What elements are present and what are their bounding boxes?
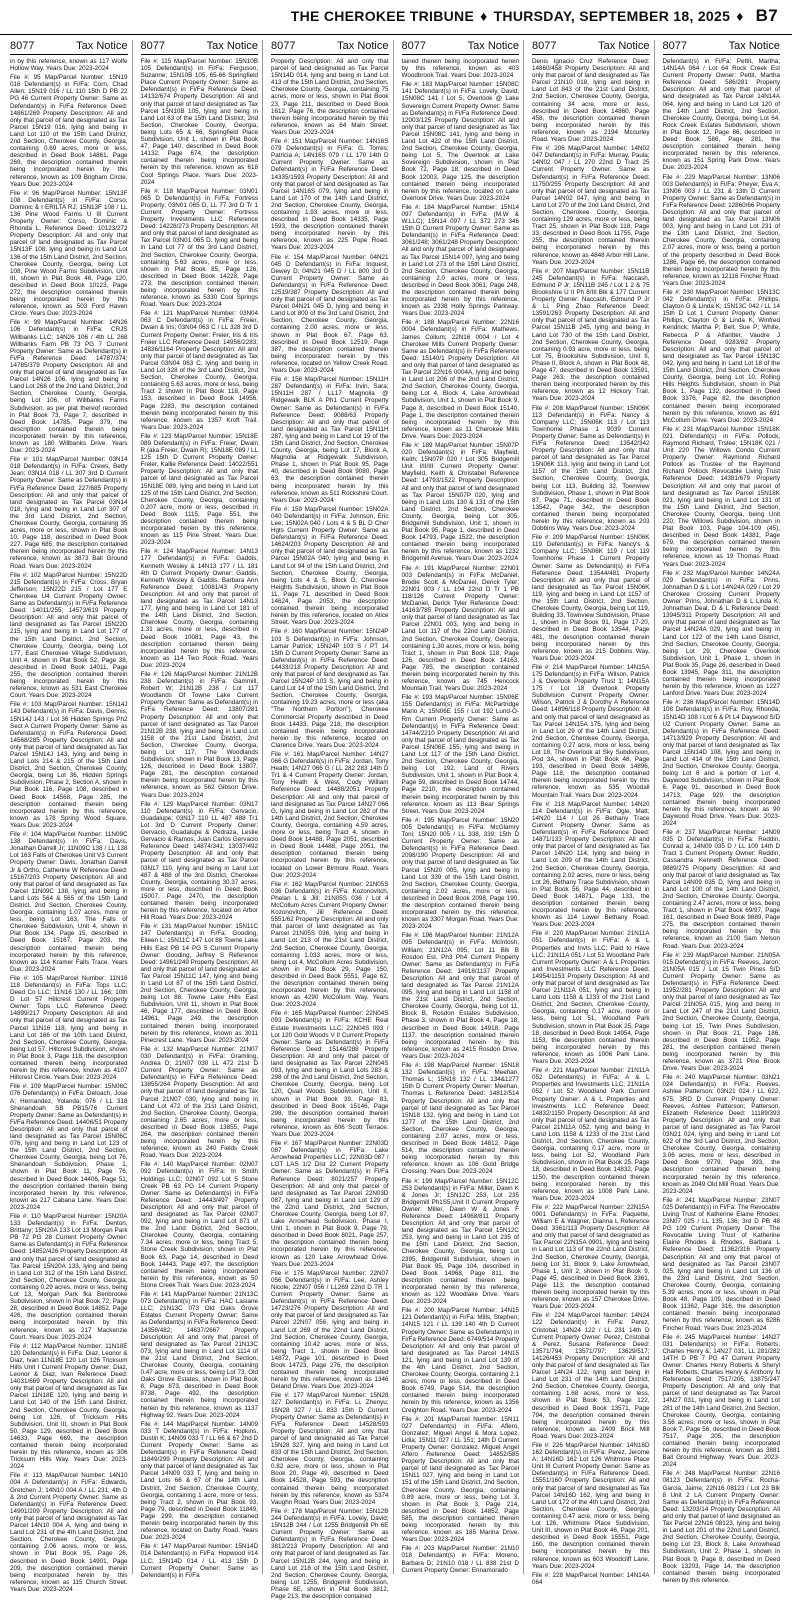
class-number: 8077 (401, 40, 426, 52)
tax-notice-entry: File #: 222 Map/Parcel Number: 22N15A 0901 Defendant(s) in Fi/Fa: Paquette, William E & Wagner, Dianna L Reference Deed: 3361/113 Property Description: All and only that parcel of land designated as Tax Parcel 22N15A 0901, lying and being in Land Lot 113 of the 22nd Land District, 2nd Section, Cherokee County, Georgia, being Lot 31, Block 9, Lake Arrowhead, Phase 1, Unit 2, shown in Plat Book 9, Page 45, described in Deed Book 3361, Page 113, the description contained therein being incorporated herein by this reference, known as 157 Cherokee Drive. Years Due: 2023-2024 (532, 1203, 650, 1311)
tax-notice-entry: File #: 188 Map/Parcel Number: 22N16 0004 Defendant(s) in Fi/Fa: Mathews, James Collum; 22N16 0004 / Lot 4 Cherokee Mills Current Property Owner: Same as Defendant(s) in Fi/Fa Reference Deed: 15140/1 Property Description: All and only that parcel of land designated as Tax Parcel 22N16 0004A, lying and being in Land Lot 206 of the 2nd Land District, 2nd Section, Cherokee County, Georgia, being Lot 4, Block 4, Lake Arrowhead Subdivision, Unit 1, shown in Plat Book 9, Page 8, described in Deed Book 15140, Page 1, the description contained therein being incorporated herein by this reference, known as 11 Cherokee Mills Drive. Years Due: 2023-2024 (401, 319, 519, 440)
tax-notice-entry: File #: 195 Map/Parcel Number: 15N20 005 Defendant(s) in Fi/Fa: McGlamry Toni; 15N20 005 / LL 338, 339; 15th D Current Property Owner: Same as Defendant(s) in Fi/Fa Reference Deed: 2098/190 Property Description: All and only that parcel of land designated as Tax Parcel 15N20 005, lying and being in Land Lot 339 of the 15th Land District, 2nd Section, Cherokee County, Georgia, containing 2.02 acres, more or less, described in Deed Book 2098, Page 190, the description contained therein being incorporated herein by this reference, known as 3307 Morgan Road. Years Due: 2023-2024 (401, 816, 519, 931)
tax-notice-entry: File #: 103 Map/Parcel Number: 15N14J 143 Defendant(s) in Fi/Fa: Davis, Dennis; 15N14J 143 / Lot 36 Hidden Springs Ph2 Sect A Current Property Owner: Same as Defendant(s) in Fi/Fa Reference Deed: 14568/285 Property Description: All and only that parcel of land designated as Tax Parcel 15N14J 143, lying and being in Land Lots 214 & 215 of the 15th Land District, 2nd Section, Cherokee County, Georgia, being Lot 36, Hidden Springs Subdivision, Phase 2, Section A, shown in Plat Book 116, Page 108, described in Deed Book 14568, Page 285, the description contained therein being incorporated herein by this reference, known as 178 Spring Wood Square. Years Due: 2023-2024 (10, 701, 128, 829)
tax-notice-entry: File #: 229 Map/Parcel Number: 13N06 003 Defendant(s) in Fi/Fa: Pheyer, Eva A; 13N06 003 / LL 231 & 13th D Current Property Owner: Same as Defendant(s) in Fi/Fa Reference Deed: 12860/66 Property Description: All and only that parcel of land designated as Tax Parcel 13N06 003, lying and being in Land Lot 231 of the 13th Land District, 2nd Section, Cherokee County, Georgia, containing 2.07 acres, more or less, being a portion of the property described in Deed Book 1286, Page 66, the description contained therein being incorporated herein by this reference, known as 12116 Fincher Road. Years Due: 2023-2024 (662, 173, 780, 287)
notice-column (140, 40, 264, 1579)
tax-notice-entry: File #: 140 Map/Parcel Number: 02N07 092 Defendant(s) in Fi/Fa: In Smith Holdings LLC; 02N07 092 Lot 5 Stone Creek PB 63 PG 14 Current Property Owner: Same as Defendant(s) in Fi/Fa Reference Deed: 14443/497 Property Description: All and only that parcel of land designated as Tax Parcel 02N07 092, lying and being in Land Lot 871 of the 2nd Land District, 2nd Section, Cherokee County, Georgia, containing 7.34 acres, more or less, being Tract 5, Stone Creek Subdivision, shown in Plat Book 63, Page 14, described in Deed Book 14443, Page 497, the description contained therein being incorporated herein by this reference, known as 50 Stone Creek Trail. Years Due: 2023-2024 (140, 1161, 258, 1289)
column-heading (402, 40, 520, 55)
newspaper-name: THE CHEROKEE TRIBUNE (290, 8, 475, 24)
class-number: 8077 (662, 40, 687, 52)
tax-notice-entry: File #: 144 Map/Parcel Number: 14N09 033 T Defendant(s) in Fi/Fa: Hopkins, Dustin K; 14N09 033 T / LL 66 & 67 2nd D Current Property Owner: Same as Defendant(s) in Fi/Fa Reference Deed: 11849/299 Property Description: All and only that parcel of land designated as Tax Parcel 14N09 033 T, lying and being in Land Lots 66 & 67 of the 14th Land District, 2nd Section, Cherokee County, Georgia, containing 1 acre, more or less, being Tract 2, shown in Plat Book 93, Page 79, described in Deed Book 11849, Page 299, the description contained therein being incorporated herein by this reference, located on Darby Road. Years Due: 2023-2024 (140, 1420, 259, 1542)
notice-column (532, 40, 655, 1586)
tax-notice-entry: File #: 193 Map/Parcel Number: 15N06E 155 Defendant(s) in Fi/Fa: McPartridge Mario A; 15N06E 155 / Lot 192 Lund-O-Rm Current Property Owner: Same as Defendant(s) in Fi/Fa Reference Deed: 14744/2210 Property Description: All and only that parcel of land designated as Tax Parcel 15N06E 155, lying and being in Land Lot 117 of the 15th Land District, 2nd Section, Cherokee County, Georgia, being Lot 192, Land of Rivers Subdivision, Unit 1, shown in Plat Book 4, Page 59, described in Deed Book 14744, Page 2210, the description contained therein being incorporated herein by this reference, known as 113 Bear Springs Street. Years Due: 2023-2024 (401, 694, 519, 815)
tax-notice-entry: File #: 224 Map/Parcel Number: 14N24 122 Defendant(s) in Fi/Fa: Perez, Cristobal; 14N24 122 / LL 231 14th D Current Property Owner: Perez, Cristobal & Perez, Susana Reference Deed: 13571/794; 13571/797; 13629/517; 14126/453 Property Description: All and only that parcel of land designated as Tax Parcel 14N24 122, lying and being in Land Lot 231 of the 14th Land District, 2nd Section, Cherokee County, Georgia, containing 1.68 acres, more or less, shown in Plat Book 53, Page 122, described in Deed Book 13571, Page 794, the description contained therein being incorporated herein by this reference, known as 2409 Brick Mill Road. Years Due: 2023-2024 (532, 1312, 650, 1440)
tax-notice-entry: File #: 239 Map/Parcel Number: 21N05A 015 Defendant(s) in Fi/Fa: Reeves, Jaron; 21N05A 015 / Lot 15 Twin Pines S/D Current Property Owner: Same as Defendant(s) in Fi/Fa Reference Deed: 11952/281 Property Description: All and only that parcel of land designated as Tax Parcel 21N05A 015, lying and being in Land Lot 247 of the 21st Land District, 2nd Section, Cherokee County, Georgia, being Lot 15, Twin Pines Subdivision, shown in Plat Book 21, Page 186, described in Deed Book 11952, Page 281, the description contained therein being incorporated herein by this reference, known as 3721 Pine Brook Drive. Years Due: 2023-2024 (662, 951, 780, 1073)
notice-column (10, 40, 133, 1593)
tax-notice-entry: File #: 177 Map/Parcel Number: 15N28 327 Defendant(s) in Fi/Fa: Li, Zhenyu; 15N28 327 / LL 833 15th D Current Property Owner: Same as Defendant(s) in Fi/Fa Reference Deed: 14528/593 Property Description: All and only that parcel of land designated as Tax Parcel 15N28 327, lying and being in Land Lot 833 of the 15th Land District, 2nd Section, Cherokee County, Georgia, containing 0.82 acre, more or less, shown in Plat Book 20, Page 49, described in Deed Book 14528, Page 593, the description contained therein being incorporated herein by this reference, known as 5374 Vaughn Road. Years Due: 2023-2024 (271, 1392, 389, 1506)
tax-notice-entry: File #: 121 Map/Parcel Number: 03N04 063 C Defendant(s) in Fi/Fa: Freier, Dwain & Iris; 03N04 063 C / LL 328 3rd D Current Property Owner: Freier, Iris & Iris Freier LLC Reference Deed: 14956/2283; 14836/1164 Property Description: All and only that parcel of land designated as Tax Parcel 03N04 063 C, lying and being in Land Lot 328 of the 3rd Land District, 2nd Section, Cherokee County, Georgia, containing 5.63 acres, more or less, being Tract 2 shown in Plat Book 118, Page 153, described in Deed Book 14956, Page 2283, the description contained therein being incorporated herein by this reference, known as 1357 Kroft Trail. Years Due: 2023-2024 (140, 310, 258, 431)
tax-notice-entry: tained therein being incorporated herein by this reference, known as 403 Woodbrook Trail. Years Due: 2023-2024 (401, 58, 519, 80)
masthead-separator: ♦ (480, 8, 488, 24)
tax-notice-entry: File #: 231 Map/Parcel Number: 15N18K 021 Defendant(s) in Fi/Fa: Pollock, Raymond Richard, Trstee; 15N18K 021 / Unit 220 The Willows Condo Current Property Owner: Raymond Richard Pollock as Trustee of the Raymond Richard Pollock Revocable Living Trust Reference Deed: 14381/679 Property Description: All and only that parcel of land designated as Tax Parcel 15N18K 021, lying and being in Land Lot 131 of the 15th Land District, 2nd Section, Cherokee County, Georgia, being Unit 220, The Willows Subdivision, shown in Plat Book 103, Page 104-109 (45), described in Deed Book 14381, Page 679, the description contained therein being incorporated herein by this reference, known as 19 Thomas Road. Years Due: 2023-2024 (662, 425, 780, 568)
tax-notice-entry: File #: 232 Map/Parcel Number: 14N24A 029 Defendant(s) in Fi/Fa: Prins, Johnathan D & L Lot 14N24A 029 / Lot 29 Cherokee Crossing Current Property Owner: Prins, Johnathan D & L Linda K; Johnathan Deal, D & L Reference Deed: 13945/311 Property Description: All and only that parcel of land designated as Tax Parcel 14N24A 029, lying and being in Land Lot 122 of the 14th Land District, 2nd Section, Cherokee County, Georgia, being Lot 29, Cherokee Overlook Subdivision, Unit 1, Phase 1, shown in Plat Book 35, Page 26, described in Deed Book 13945, Page 311, the description contained therein being incorporated herein by this reference, known as 1227 Lanford Drive. Years Due: 2023-2024 (662, 569, 780, 698)
tax-notice-entry: File #: 201 Map/Parcel Number: 15N11 027 Defendant(s) in Fi/Fa: Aflero, Gonzalez; Miguel Angel & Mora Lopez, Lidia; 15N11 027 / LL 151; 14th D Current Property Owner: Gonzalez, Miguel Angel Aflero Reference Deed: 14852/585 Property Description: All and only that parcel of land designated as Tax Parcel 15N11 027, lying and being in Land Lot 151 of the 15th Land District, 2nd Section, Cherokee County, Georgia, containing 0.89 acre, more or less, being Lot 3, shown in Plat Book 3, Page 214, described in Deed Book 14852, Page 585, the description contained therein being incorporated herein by this reference, known as 185 Marina Drive. Years Due: 2023-2024 (401, 1415, 519, 1544)
tax-notice-entry: File #: 199 Map/Parcel Number: 15N12C 253 Defendant(s) in Fi/Fa: Miller, Dawn K & Jones Jr; 15N12C 253, Lot 235 Bridgemill Ph1S5,Unit II Current Property Owner: Miller, Dawn W & Jones F Reference Deed: 14968/811 Property Description: All and only that parcel of land designated as Tax Parcel 15N12C 253, lying and being in Land Lot 235 of the 15th Land District, 2nd Section, Cherokee County, Georgia, being Lot 2395, Bridgemill Subdivision, shown in Plat Book 95, Page 104, described in Deed Book 14968, Page 811, the description contained therein being incorporated herein by this reference, known as 122 Woodlake Drive. Years Due: 2023-2024 (401, 1177, 519, 1306)
tax-notice-entry: File #: 154 Map/Parcel Number: 04N21 045 D Defendant(s) in Fi/Fa: Inquest, Dewey D; 04N21 045 D / LL 800 3rd D Current Property Owner: Same as Defendant(s) in Fi/Fa Reference Deed: 12519/387 Property Description: All and only that parcel of land designated as Tax Parcel 04N21 045 D, lying and being in Land Lot 800 of the 3rd Land District, 2nd Section, Cherokee County, Georgia, containing 2.00 acres, more or less, shown in Plat Book 67, Page 63, described in Deed Book 12519, Page 387, the description contained therein being incorporated herein by this reference, located on Yellow Creek Road. Years Due: 2023-2024 (271, 253, 389, 375)
tax-notice-entry: File #: 198 Map/Parcel Number: 15N18 132 Defendant(s) in Fi/Fa: Meehan, Thomas L; 15N18 132 / LL 134&1277 15th D Current Property Owner: Meehan, Thomas L Reference Deed: 14812/514 Property Description: All and only that parcel of land designated as Tax Parcel 15N18 132, lying and being in Land Lot 1277 of the 15th Land District, 2nd Section, Cherokee County, Georgia, containing 2.07 acres, more or less, described in Deed Book 14812, Page 514, the description contained therein being incorporated herein by this reference, known as 106 Gold Bridge Crossing. Years Due: 2023-2024 (401, 1062, 519, 1176)
tax-notice-entry: File #: 96 Map/Parcel Number: 15N13F 108 Defendant(s) in Fi/Fa: Corso, Dominic & I ERILTA RJ; 15N13F 108 / LL 136 Pine Wood Farms U III Current Property Owner: Corso, Dominic & Rhonda L. Reference Deed: 10123/272 Property Description: All and only that parcel of land designated as Tax Parcel 15N13F 108, lying and being in Land Lot 136 of the 15th Land District, 2nd Section, Cherokee County, Georgia, being Lot 108, Pine Wood Farms Subdivision, Unit III, shown in Plat Book 46, Page 120, described in Deed Book 10123, Page 272, the description contained therein being incorporated herein by this reference, known as 503 Ford Haven Circle. Years Due: 2023-2024 (10, 189, 128, 318)
column-heading (271, 40, 389, 55)
class-number: 8077 (532, 40, 557, 52)
tax-notice-entry: File #: 129 Map/Parcel Number: 03N17 110 Defendant(s) in Fi/Fa: Gervacio, Guadalupe; 03N17 110 LL 487 488 Tr1 Lot 3rd D Current Property Owner: Gervacio, Guadalupe & Pedraza, Leslie Gervacio & Ramos, Juan Carlos Gervacio Reference Deed: 14874/341; 13037/492 Property Description: All and only that parcel of land designated as Tax Parcel 03N17 110, lying and being in Land Lot 487 & 488 of the 3rd District, Cherokee County, Georgia, containing 30.37 acres, more or less, described in Deed Book 15007, Page 2470, the description contained therein being incorporated herein by this reference, located on Arbor Hill Road. Years Due: 2023-2024 (140, 800, 258, 922)
tax-notice-entry: File #: 113 Map/Parcel Number: 14N10 004 A Defendant(s) in Fi/Fa: Edwards, Gretchen J; 14N10 004 A / LL 231; 4th D & 2nd Current Property Owner: Same as Defendant(s) in Fi/Fa Reference Deed: 14901/209 Property Description: All and only that parcel of land designated as Tax Parcel 14N10 004 A, lying and being in Land Lot 231 of the 4th Land District, 2nd Section, Cherokee County, Georgia, containing 2.06 acres, more or less, shown in Plat Book 95, Page 26, described in Deed Book 14901, Page 209, the description contained therein being incorporated herein by this reference, known as 115 Church Street. Years Due: 2023-2024 (10, 1472, 128, 1593)
tax-notice-entry: File #: 104 Map/Parcel Number: 11N09C 138 Defendant(s) in Fi/Fa: Davis, Jonathan Darrell Jr; 11N09C 138 / LL 138 Lot 163 Falls of Cherokee Unit V3 Current Property Owner: Davis, Jonathan Darrell Jr & Ortho, Catherine W Reference Deed: 15167/203 Property Description: All and only that parcel of land designated as Tax Parcel 11N09C 138, lying and being in Land Lots 564 & 565 of the 15th Land District, 2nd Section, Cherokee County, Georgia, containing 1.07 acres, more or less, being Lot 163, The Falls of Cherokee Subdivision, Unit 4, shown in Plat Book 134, Page 15, described in Deed Book 15167, Page 203, the description contained therein being incorporated herein by this reference, known as 114 Kramer Falls Trace. Years Due: 2023-2024 (10, 831, 128, 973)
tax-notice-entry: File #: 200 Map/Parcel Number: 14N15 121 Defendant(s) in Fi/Fa: Mills, Stephen; 14N15 121 / LL 139 140 4th D Current Property Owner: Same as Defendant(s) in Fi/Fa Reference Deed: 6749/514 Property Description: All and only that parcel of land designated as Tax Parcel 14N15 121, lying and being in Land Lot 139 of the 4th Land District, 2nd Section, Cherokee County, Georgia, containing 2.1 acres, more or less, described in Deed Book 6749, Page 514, the description contained therein being incorporated herein by this reference, known as 1356 Creighton Road. Years Due: 2023-2024 (401, 1307, 519, 1414)
page-header (0, 0, 792, 35)
tax-notice-entry: File #: 191 Map/Parcel Number: 22N01 003 Defendant(s) in Fi/Fa: McDaniel, Brodie Scott & McDaniel, Derick Tyler; 22N01 003 / LL 104 22nd D Tr 1 PB 118/126 Current Property Owner: McDaniel, Derick Tyler Reference Deed: 14163/785 Property Description: All and only that parcel of land designated as Tax Parcel 22N01 003, lying and being in Land Lot 117 of the 22nd Land District, 2nd Section, Cherokee County, Georgia, containing 1.30 acres, more or less, being Tract 1, shown in Plat Book 118, Page 126, described in Deed Book 14163, Page 785, the description contained therein being incorporated herein by this reference, known as 745 Hencock Mountain Trail. Years Due: 2023-2024 (401, 564, 519, 693)
tax-notice-entry: File #: 112 Map/Parcel Number: 11N18E 120 Defendant(s) in Fi/Fa: Diaz, Leonor & Diaz, Ivan 11N18E 120 Lot 126 Tricksum Hills Unit I Current Property Owner: Diaz, Leonor & Diaz, Ivan Reference Deed: 14031/669 Property Description: All and only that parcel of land designated as Tax Parcel 11N18E 120, lying and being in Land Lot 140 of the 15th Land District, 2nd Section, Cherokee County, Georgia, being Lot 126, of Tricksum Hills Subdivision, Unit III, shown in Plat Book 50, Page 129, described in Deed Book 14633, Page 669, the description contained therein being incorporated herein by this reference, known as 306 Tricksum Hills Way. Years Due: 2023-2024 (10, 1342, 128, 1471)
tax-notice-entry: File #: 206 Map/Parcel Number: 14N02 047 Defendant(s) in Fi/Fa: Murray, Paula; 14N02 047 / LL 270 22nd D Tract 25 Current Property Owner: Same as Defendant(s) in Fi/Fa Reference Deed: 11750/255 Property Description: All and only that parcel of land designated as Tax Parcel 14N02 047, lying and being in Land Lot 270 of the 2nd Land District, 2nd Section, Cherokee County, Georgia, containing 129 acres, more or less, being Tract 25, shown in Plat Book 118, Page 33, described in Deed Book 11755, Page 255, the description contained therein being incorporated herein by this reference, known as 4848 Arbor Hill Lane. Years Due: 2023-2024 (532, 145, 650, 266)
tax-notice-entry: File #: 101 Map/Parcel Number: 03N14 018 Defendant(s) in Fi/Fa: Crews, Betty Jean; 03N14 018 / LL 307 3rd D Current Property Owner: Same as Defendant(s) in Fi/Fa Reference Deed: 227/685 Property Description: All and only that parcel of land designated as Tax Parcel 03N14 018, lying and being in Land Lot 307 of the 3rd Land District, 2nd Section, Cherokee County, Georgia, containing 35 acres, more or less, shown in Plat Book 10, Page 118, described in Deed Book 227, Page 685, the description contained therein being incorporated herein by this reference, known as 3873 Ball Ground Road. Years Due: 2023-2024 (10, 456, 128, 570)
tax-notice-entry: File #: 102 Map/Parcel Number: 15N22D 215 Defendant(s) in Fi/Fa: Cross, Bryan Jefferson; 15N22D 215 / Lot 177 E Cherokee U4 Current Property Owner: Same as Defendant(s) in Fi/Fa Reference Deed: 14011/255; 14573/619 Property Description: All and only that parcel of land designated as Tax Parcel 15N22D 215, lying and being in Land Lot 177 of the 15th Land District, 2nd Section, Cherokee County, Georgia, being Lot 177, East Cherokee Village Subdivision, Unit 4, shown in Plat Book 52, Page 38, described in Deed Book 14011, Page 255, the description contained therein being incorporated herein by this reference, known as 531 East Cherokee Court. Years Due: 2023-2024 (10, 571, 128, 700)
tax-notice-entry: File #: 220 Map/Parcel Number: 21N11A 051 Defendant(s) in Fi/Fa: A & L Properties and Invts LLC; Paid to Have LLC; 21N11A 051 / Lot 51 Woodland Park Current Property Owner: A & L Properties and Investments LLC Reference Deed: 14954/1153 Property Description: All and only that parcel of land designated as Tax Parcel 21N11A 051, lying and being in Land Lots 1158 & 1233 of the 21st Land District, 2nd Section, Cherokee County, Georgia, containing 0.17 acre, more or less, being Lot 51, Woodland Park Subdivision, shown in Plat Book 25, Page 18, described in Deed Book 14954, Page 1153, the description contained therein being incorporated herein by this reference, known as 1006 Park Lane. Years Due: 2023-2024 (532, 930, 650, 1066)
tax-notice-entry: File #: 226 Map/Parcel Number: 14N16D 162 Defendant(s) in Fi/Fa: Perez, Jerome A; 14N16D 162 Lot 126 Whitmore Place Unit III Current Property Owner: Same as Defendant(s) in Fi/Fa Reference Deed: 15551/160 Property Description: All and only that parcel of land designated as Tax Parcel 14N16D 162, lying and being in Land Lot 172 of the 4th Land District, 2nd Section, Cherokee County, Georgia, containing 0.47 acre, more or less, being Lot 126, Whitmore Place Subdivision, Unit III, shown in Plat Book 46, Page 201, described in Deed Book 15551, Page 160, the description contained therein being incorporated herein by this reference, known as 603 Woodcliff Lane. Years Due: 2023-2024 (532, 1442, 650, 1570)
category-label: Tax Notice (337, 40, 389, 52)
tax-notice-entry: File #: 189 Map/Parcel Number: 15N07P 020 Defendant(s) in Fi/Fa: Mayfield, Keith; 15N07P 020 / Lot 305 Bridgemill Unit I/II/III Current Property Owner: Mayfield, Keith & Christabel Reference Deed: 14793/1522 Property Description: All and only that parcel of land designated as Tax Parcel 15N07P 020, lying and being in Land Lots 130 & 131 of the 15th Land District, 2nd Section, Cherokee County, Georgia, being Lot 305, Bridgemill Subdivision, Unit 1, shown in Plat Book 95, Page 1, described in Deed Book 14793, Page 1522, the description contained therein being incorporated herein by this reference, known as 1232 Bridgemill Avenue. Years Due: 2023-2024 (401, 441, 519, 563)
tax-notice-entry: File #: 245 Map/Parcel Number: 14N27 031 Defendant(s) in Fi/Fa: Roberts, Charles Henry &; 14N27 031, LL 281/282 14TH D PB 7 PG 47 Current Property Owner: Charles Henry Roberts & Sheryl Hall Roberts, Charles Henry & Anthony N Reference Deed: 7517/205; 13875/247 Property Description: All and only that parcel of land designated as Tax Parcel 14N27 031, lying and being in Land Lot 281 of the 14th Land District, 2nd Section, Cherokee County, Georgia, containing 3.56 acres, more or less, shown in Plat Book 7, Page 56, described in Deed Book 7517, Page 205, the description contained therein being incorporated herein by this reference, known as 3881 Ball Ground Highway. Years Due: 2023-2024 (662, 1333, 780, 1469)
tax-notice-entry: File #: 221 Map/Parcel Number: 21N11A 052 Defendant(s) in Fi/Fa: A & L Properties and Investments LLC; 21N11A 052 / Lot 52 Woodland Park Current Property Owner: A & L Properties and Investments LLC Reference Deed: 14832/1150 Property Description: All and only that parcel of land designated as Tax Parcel 21N11A 052, lying and being in Land Lots 1158 & 1233 of the 21st Land District, 2nd Section, Cherokee County, Georgia, containing 0.17 acre, more or less, being Lot 52, Woodland Park Subdivision, shown in Plat Book 25, Page 18, described in Deed Book 14832, Page 1150, the description contained therein being incorporated herein by this reference, known as 1008 Park Lane. Years Due: 2023-2024 (532, 1067, 650, 1202)
tax-notice-entry: File #: 126 Map/Parcel Number: 21N12B 238 Defendant(s) in Fi/Fa: Gammill, Robert W; 21N12B 238 / Lot 117 Woodlands Of Towne Lake Current Property Owner: Same as Defendant(s) in Fi/Fa Reference Deed: 13807/281 Property Description: All and only that parcel of land designated as Tax Parcel 21N12B 238, lying and being in Land Lot 1158 of the 21st Land District, 2nd Section, Cherokee County, Georgia, being Lot 117, The Woodlands Subdivision, shown in Plat Book 13, Page 126, described in Deed Book 13807, Page 281, the description contained therein being incorporated herein by this reference, known as 562 Gibson Drive. Years Due: 2023-2024 (140, 670, 258, 799)
notice-column (662, 40, 785, 1584)
tax-notice-entry: File #: 209 Map/Parcel Number: 15N06K 119 Defendant(s) in Fi/Fa: Nancy's & Company LLC; 15N06K 119 / Lot 119 Townhome Phase 1 Current Property Owner: Same as Defendant(s) in Fi/Fa Reference Deed: 13544/481 Property Description: All and only that parcel of land designated as Tax Parcel 15N06K 119, lying and being in Land Lot 1157 of the 15th Land District, 2nd Section, Cherokee County, Georgia, being Lot 119, Building 33, Townview Subdivision, Phase 1, shown in Plat Book 91, Page 17-20, described in Deed Book 13544, Page 481, the description contained therein being incorporated herein by this reference, known as 215 Dobbins Way. Years Due: 2023-2024 (532, 534, 650, 662)
column-heading (10, 40, 128, 55)
tax-notice-entry: File #: 156 Map/Parcel Number: 15N11H 287 Defendant(s) in Fi/Fa: Irvin, Sara; 15N11H 287 / LL17 Magnolia @ Ridgewalk BLK A Ph1 Current Property Owner: Same as Defendant(s) in Fi/Fa Reference Deed: 9088/63 Property Description: All and only that parcel of land designated as Tax Parcel 15N11H 287, lying and being in Land Lot 19 of the 15th Land District, 2nd Section, Cherokee County, Georgia, being Lot 17, Block A, Magnolia at Ridgewalk Subdivision, Phase 1, shown in Plat Book 95, Page 40, described in Deed Book 9080, Page 63, the description contained therein being incorporated herein by this reference, known as 511 Rockshire Court. Years Due: 2023-2024 (271, 376, 389, 504)
tax-notice-entry: File #: 95 Map/Parcel Number: 15N19 016 Defendant(s) in Fi/Fa: Corn, Chad Allen; 15N19 016 / LL 110 15th D PB 22 PG 46 Current Property Owner: Same as Defendant(s) in Fi/Fa Reference Deed: 14861/269 Property Description: All and only that parcel of land designated as Tax Parcel 15N19 016, lying and being in Land Lot 110 of the 15th Land District, 2nd Section, Cherokee County, Georgia, containing 0.69 acres, more or less, described in Deed Book 14861, Page 269, the description contained therein being incorporated herein by this reference, known as 109 Brigham Circle. Years Due: 2023-2024 (10, 74, 128, 188)
tax-notice-entry: File #: 105 Map/Parcel Number: 11N16 118 Defendant(s) in Fi/Fa: Tops LLC; Deed Co LLC; 11N16 130 / LL 166; 10th D Lot 57 Hillcrest Current Property Owner: Tops LLC Reference Deed: 14899/217 Property Description: All and only that parcel of land designated as Tax Parcel 11N16 118, lying and being in Land Lot 166 of the 10th Land District, 2nd Section, Cherokee County, Georgia, being Lot 57, Hillcrest Subdivision, shown in Plat Book 3, Page 118, the description contained therein being incorporated herein by this reference, known as 4107 Hillcrest Circle. Years Due: 2023-2024 (10, 974, 128, 1082)
tax-notice-entry: File #: 218 Map/Parcel Number: 14N20 114 Defendant(s) in Fi/Fa: Ogle, Matt; 14N20 114 / Lot 26 Bethany Trace Current Property Owner: Same as Defendant(s) in Fi/Fa Reference Deed: 14871/133 Property Description: All and only that parcel of land designated as Tax Parcel 14N20 114, lying and being in Land Lot 209 of the 14th Land District, 2nd Section, Cherokee County, Georgia, containing 2.02 acres, more or less, being Lot 26, Bethany Trace Subdivision, shown in Plat Book 56, Page 44, described in Deed Book 14871, Page 133, the description contained therein being incorporated herein by this reference, known as 114 Lower Bethany Road. Years Due: 2023-2024 (532, 800, 650, 929)
tax-notice-entry: File #: 184 Map/Parcel Number: 15N14 097 Defendant(s) in Fi/Fa: (M.W & W.LLC); 15N14 097 / LL 372 273 346 15th D Current Property Owner: Same as Defendant(s) in Fi/Fa Reference Deed: 3061/248; 3061/248 Property Description: All and only that parcel of land designated as Tax Parcel 15N14 097, lying and being in Land Lot 273 of the 15th Land District, 2nd Section, Cherokee County, Georgia, containing 2.0 acres, more or less, described in Deed Book 3061, Page 248, the description contained therein being incorporated herein by this reference, known as 2338 Holly Springs Parkway. Years Due: 2023-2024 (401, 203, 519, 318)
tax-notice-entry: Denis Ignacio Cruz Reference Deed: 14860/458 Property Description: All and only that parcel of land designated as Tax Parcel 21N10 018, lying and being in Land Lot 843 of the 21st Land District, 2nd Section, Cherokee County, Georgia, containing 34 acre, more or less, described in Deed Book 14860, Page 458, the description contained therein being incorporated herein by this reference, known as 2194 Mccurley Road. Years Due: 2023-2024 (532, 58, 650, 144)
masthead-separator-2: ♦ (736, 8, 744, 24)
tax-notice-entry: File #: 165 Map/Parcel Number: 22N04S 093 Defendant(s) in Fi/Fa: KCHE Real Estate Investments LLC; 22N04S 093 / Lot 120 Gold Woods V II Current Property Owner: Same as Defendant(s) in Fi/Fa Reference Deed: 15146/288 Property Description: All and only that parcel of land designated as Tax Parcel 22N04S 093, lying and being in Land Lots 283 & 298 of the 2nd Land District, 2nd Section, Cherokee County, Georgia, being Lot 120, Quail Woods Subdivision, Unit II, shown in Plat Book 39, Page 83, described in Deed Book 15146, Page 298, the description contained therein being incorporated herein by this reference, known as 606 Scott Terrace. Years Due: 2023-2024 (271, 1010, 389, 1138)
notice-column (402, 40, 525, 1574)
tax-notice-entry: in by this reference, known as 117 Wolfe Hollow Way. Years Due: 2023-2024 (10, 58, 128, 73)
page-number: B7 (755, 6, 778, 25)
tax-notice-entry: File #: 207 Map/Parcel Number: 15N11B 245 Defendant(s) in Fi/Fa: Naccash, Edmund P Jr; 15N11B 245 / Lot 1 2 & 75 Brookshire U II Ph 8/III Blk & 177 Current Property Owner: Naccash, Edmund P Jr & Li, Ping Zhao Reference Deed: 13591/263 Property Description: All and only that parcel of land designated as Tax Parcel 15N11B 245, lying and being in Land Lot 730 of the 15th Land District, 2nd Section, Cherokee County, Georgia, containing 0.93 acre, more or less, being Lot 75, Brookshire Subdivision, Unit II, Phase II, Block A, shown in Plat Book 48, Page 47, described in Deed Book 13591, Page 263, the description contained therein being incorporated herein by this reference, known as 12 Hickory Trail. Years Due: 2023-2024 (532, 267, 650, 403)
tax-notice-entry: File #: 141 Map/Parcel Number: 21N13C 073 Defendant(s) in Fi/Fa: HAC Lasiane LLC; 21N13C 073 Old Oaks Grove Estates Current Property Owner: Same as Defendant(s) in Fi/Fa Reference Deed: 14358/482; 14637/2667 Property Description: All and only that parcel of land designated as Tax Parcel 21N13C 073, lying and being in Land Lot 1114 of the 21st Land District, 2nd Section, Cherokee County, Georgia, containing 0.47 acre, more or less, being Lot 73, Old Oaks Grove Estates, shown in Plat Book 8, Page 873, described in Deed Book 8738, Page 492, the description contained therein being incorporated herein by this reference, known as 1137 Highway 92. Years Due: 2023-2024 (140, 1291, 258, 1419)
column-heading (663, 40, 781, 55)
class-number: 8077 (140, 40, 165, 52)
masthead (291, 6, 778, 26)
tax-notice-entry: File #: 118 Map/Parcel Number: 03N01 065 D Defendant(s) in Fi/Fa: Fortress Property; 03N01 065 D, LL 77 3rd D Tr 1 Current Property Owner: Fortress Property Investments LLC Reference Deed: 14228/273 Property Description: All and only that parcel of land designated as Tax Parcel 03N01 065 D, lying and being in Land Lot 77 of the 3rd Land District, 2nd Section, Cherokee County, Georgia, containing 5.63 acres, more or less, shown in Plat Book 85, Page 126, described in Deed Book 14228, Page 273, the description contained therein being incorporated herein by this reference, known as 5330 Cool Springs Road. Years Due: 2023-2024 (140, 187, 258, 309)
tax-notice-entry: File #: 162 Map/Parcel Number: 21N05S 036 Defendant(s) in Fi/Fa: Kozonovitch, Phelan L & Jill; 21N05S 036 / Lot 4 McCollum Acres Current Property Owner: Kozonovitch, Jill Reference Deed: 5551/62 Property Description: All and only that parcel of land designated as Tax Parcel 21N05S 036, lying and being in Land Lot 213 of the 21st Land District, 2nd Section, Cherokee County, Georgia, containing 1.033 acres, more or less, being Lot 4, McCollum Acres Subdivision, shown in Plat Book 29, Page 150, described in Deed Book 5551, Page 62, the description contained therein being incorporated herein by this reference, known as 4290 McCollum Way. Years Due: 2023-2024 (271, 880, 389, 1009)
tax-notice-entry: File #: 237 Map/Parcel Number: 14N09 035 D Defendant(s) in Fi/Fa: Reddin, Conrad a; 14N09 035 D / LL 100 14th D Tract 1 Current Property Owner: Reddin, Cassandra Kenneth Reference Deed: 9889/275 Property Description: All and only that parcel of land designated as Tax Parcel 14N09 035 D, lying and being in Land Lot 100 of the 14th Land District, 2nd Section, Cherokee County, Georgia, containing 2.47 acres, more or less, being Tract 1, shown in Plat Book 69/97, Page 161, described in Deed Book 9889, Page 275, the description contained therein being incorporated herein by this reference, known as 2100 Sam Nelson Road. Years Due: 2023-2024 (662, 829, 780, 950)
tax-notice-entry: File #: 131 Map/Parcel Number: 15N11C 147 Defendant(s) in Fi/Fa: Gooding, Eileen L; 15N11C 147 Lot 88 Towne Lake Hills East PB 14 PG 5 Current Property Owner: Gooding, Jeffrey S Reference Deed: 14961/249 Property Description: All and only that parcel of land designated as Tax Parcel 15N11C 147, lying and being in Land Lot 87 of the 15th Land District, 2nd Section, Cherokee County, Georgia, being Lot 88, Towne Lake Hills East Subdivision, Unit 11, shown in Plat Book 46, Page 177, described in Deed Book 14961, Page 249, the description contained therein being incorporated herein by this reference, known as 3011 Pinecrest Lane. Years Due: 2023-2024 (140, 923, 258, 1044)
tax-notice-entry: File #: 99 Map/Parcel Number: 14N26 106 Defendant(s) in Fi/Fa: CRJS Willbanks LLC; 14N26 106 / 4th LL 268 Willbanks Farm PB 73 PG 7 Current Property Owner: Same as Defendant(s) in Fi/Fa Reference Deed: 14787/374; 14785/379 Property Description: All and only that parcel of land designated as Tax Parcel 14N26 106, lying and being in Land Lot 268 of the 2nd Land District, 2nd Section, Cherokee County, Georgia, being Lot 106, of Willbanks Farms Subdivision, as per plat thereof recorded in Plat Book 73, Page 7, described in Deed Book 14785, Page 379, the description contained therein being incorporated herein by this reference, known as 180 Willbanks Drive. Years Due: 2023-2024 (10, 319, 128, 455)
tax-notice-entry: File #: 248 Map/Parcel Number: 22N16 08123 Defendant(s) in Fi/Fa: Rocha-Garcia, Jaime; 22N16 08123 / Lot 23 Blk 8 Unit 2 LA Current Property Owner: Same as Defendant(s) in Fi/Fa Reference Deed: 13203/14 Property Description: All and only that parcel of land designated as Tax Parcel 22N16 08123, lying and being in Land Lot 201 of the 22nd Land District, 2nd Section, Cherokee County, Georgia, being Lot 23, Block 8, Lake Arrowhead Subdivision, Unit 2, Phase 1, shown in Plat Book 9, Page 8, described in Deed Book 13203, Page 14, the description contained therein being incorporated herein by this reference. (662, 1470, 780, 1584)
tax-notice-entry: File #: 236 Map/Parcel Number: 15N14D 108 Defendant(s) in Fi/Fa: Roy, Rhonda; 15N14D 108 / Lot 6 & Pt L4 Daywood S/D U2 Current Property Owner: Same as Defendant(s) in Fi/Fa Reference Deed: 14713/929 Property Description: All and only that parcel of land designated as Tax Parcel 15N14D 108, lying and being in Land Lot 414 of the 15th Land District, 2nd Section, Cherokee County, Georgia, being Lot 6 and a portion of Lot 4, Daywood Subdivision, shown in Plat Book 6, Page 91, described in Deed Book 14713, Page 929, the description contained therein being incorporated herein by this reference, known as 90 Daywood Road Drive. Years Due: 2023-2024 (662, 699, 780, 827)
tax-notice-entry: File #: 214 Map/Parcel Number: 14N15A 175 Defendant(s) in Fi/Fa: Wilson, Patrick J & Overlook Property Trust 1; 14N15A 175 / Lot 18 Overlook Property Subdivision Current Property Owner: Wilson, Patrick J & Dorothy A Reference Deed: 14896/118 Property Description: All and only that parcel of land designated as Tax Parcel 14N15A 175, lying and being in Land Lot 29 of the 14th Land District, 2nd Section, Cherokee County, Georgia, containing 0.27 acre, more or less, being Lot 18, The Overlook at Sky Subdivision, Pod 3A, shown in Plat Book 48, Page 193, described in Deed Book 14896, Page 118, the description contained therein being incorporated herein by this reference, known as 535 Woodall Mountain Trail. Years Due: 2023-2024 (532, 663, 650, 799)
tax-notice-entry: File #: 175 Map/Parcel Number: 22N07 056 Defendant(s) in Fi/Fa: Lee, Ashley Nicole; 22N07 056 / LL269 22nd D TR 1 Current Property Owner: Same as Defendant(s) in Fi/Fa Reference Deed: 14723/276 Property Description: All and only that parcel of land designated as Tax Parcel 22N07 056, lying and being in Land Lot 269 of the 22nd Land District, 2nd Section, Cherokee County, Georgia, containing 10.42 acres, more or less, being Tract 1, shown in Deed Book 14872, Page 101, described in Deed Book 14723, Page 276, the description contained therein being incorporated herein by this reference, known as 1346 Deland Drive. Years Due: 2023-2024 (271, 1269, 389, 1391)
tax-notice-entry: File #: 178 Map/Parcel Number: 15N12B 244 Defendant(s) in Fi/Fa: Lovely, David; 15N12B 244 / Lot 1255 Bridgemill Ph 6E Current Property Owner: Same as Defendant(s) in Fi/Fa Reference Deed: 3812/213 Property Description: All and only that parcel of land designated as Tax Parcel 15N12B 244, lying and being in Land Lot 218 of the 15th Land District, 2nd Section, Cherokee County, Georgia, being Lot 1255, Bridgemill Subdivision, Phase 6E, shown in Plat Book 3812, Page 213, the description contained (271, 1507, 389, 1600)
issue-date: THURSDAY, SEPTEMBER 18, 2025 (493, 8, 731, 24)
class-number: 8077 (271, 40, 296, 52)
tax-notice-entry: File #: 241 Map/Parcel Number: 23N07 025 Defendant(s) in Fi/Fa: The Revocable Living Trust of Katherine Elaine Rhodes; 23N07 025 / LL 135, 136; 3rd D PB 48 PG 109 Current Property Owner: The Revocable Living Trust of Katherine Elaine Rhodes & Rhodes, Barbara L Reference Deed: 11362/316 Property Description: All and only that parcel of land designated as Tax Parcel 23N07 025, lying and being in Land Lot 136 of the 23rd Land District, 2nd Section, Cherokee County, Georgia, containing 5.39 acres, more or less, shown in Plat Book 48, Page 109, described in Deed Book 11362, Page 316, the description contained therein being incorporated herein by this reference, known as 6286 Fincher Road. Years Due: 2023-2024 (662, 1196, 780, 1332)
tax-notice-entry: File #: 109 Map/Parcel Number: 15N06C 076 Defendant(s) in Fi/Fa: Deloach, Jose A; Hernandez, Yolanda; 076 / LL 318 Shenandoah SB PB15/76 Current Property Owner: Same as Defendant(s) in Fi/Fa Reference Deed: 14406/51 Property Description: All and only that parcel of land designated as Tax Parcel 15N06C 076, lying and being in Land Lot 123 of the 15th Land District, 2nd Section, Cherokee County, Georgia, being Lot 76, Shenandoah Subdivision, Phase 1, shown in Plat Book 11, Page 76, described in Deed Book 14406, Page 51, the description contained therein being incorporated herein by this reference, known as 217 Cabana Lane. Years Due: 2023-2024 (10, 1083, 128, 1211)
tax-notice-entry: File #: 115 Map/Parcel Number: 15N10B 105 Defendant(s) in Fi/Fa: Ferguson, Suzanne; 15N10B 105, 65-66 Springfield Place Current Property Owner: Same as Defendant(s) in Fi/Fa Reference Deed: 14132/674 Property Description: All and only that parcel of land designated as Tax Parcel 15N10B 105, lying and being in Land Lot 63 of the 15th Land District, 2nd Section, Cherokee County, Georgia, being Lots 65 & 66, Springfield Place Subdivision, Unit 1, shown in Plat Book 47, Page 140, described in Deed Book 14132, Page 674, the description contained therein being incorporated herein by this reference, known as 618 Cool Springs Place. Years Due: 2023-2024 (140, 58, 258, 186)
category-label: Tax Notice (598, 40, 650, 52)
tax-notice-entry: File #: 147 Map/Parcel Number: 15N14D 014 Defendant(s) in Fi/Fa: Hopwood #14 LLC; 15N14D 014 / LL 413 15th D Current Property Owner: Same as Defendant(s) in Fi/Fa (140, 1543, 258, 1579)
category-label: Tax Notice (467, 40, 519, 52)
tax-notice-entry: Defendant(s) in Fi/Fa: Pettit, Martha; 14N14A 064 / Lot 64 Rock Creek Est Current Property Owner: Pettit, Martha Reference Deed: 586/281 Property Description: All and only that parcel of land designated as Tax Parcel 14N14A 064, lying and being in Land Lot 120 of the 14th Land District, 2nd Section, Cherokee County, Georgia, being Lot 64, Rock Creek Estates Subdivision, shown in Plat Book 12, Page 86, described in Deed Book 586, Page 281, the description contained therein being incorporated herein by this reference, known as 151 Spring Park Drive. Years Due: 2023-2024 (662, 58, 780, 172)
column-heading (141, 40, 259, 55)
tax-notice-entry: File #: 132 Map/Parcel Number: 21N07 030 Defendant(s) in Fi/Fa: Gramling, Andrea D; 21N07 030 LL 472 21st D Current Property Owner: Same as Defendant(s) in Fi/Fa Reference Deed: 13855/264 Property Description: All and only that parcel of land designated as Tax Parcel 21N07 030, lying and being in Land Lot 472 of the 21st Land District, 2nd Section, Cherokee County, Georgia, containing 2.65 acres, more or less, described in Deed Book 13855, Page 264, the description contained therein being incorporated herein by this reference, known as 240 Fields Creek Road. Years Due: 2023-2024 (140, 1045, 258, 1160)
tax-notice-entry: File #: 230 Map/Parcel Number: 15N13C 042 Defendant(s) in Fi/Fa: Phillips, Clayton G & Linda K; 15N13C 042 / LL 14 15th D Lot 1 Current Property Owner: Phillips, Clayton G & Linda K; Winfred Kendrick, Martha P; Bell, Sue P; White, Rebecca P & Alfaritter, Vaudre J Reference Deed: 9283/82 Property Description: All and only that parcel of land designated as Tax Parcel 15N13C 042, lying and being in Land Lot 18 of the 15th Land District, 2nd Section, Cherokee County, Georgia, being Lot 10, Rolling Hills Heights Subdivision, shown in Plat Book 1, Page 132, described in Deed Book 3376, Page 82, the description contained therein being incorporated herein by this reference, known as 691 McCollum Drive. Years Due: 2023-2024 (662, 289, 780, 424)
tax-notice-entry: File #: 161 Map/Parcel Number: 14N27 066 G Defendant(s) in Fi/Fa: Jordan, Tony Heath; 14N27 066 G / LL 282 283 14th D Tr1 & 4 Current Property Owner: Jordan, Tony Heath & West, Cody William Reference Deed: 14488/2051 Property Description: All and only that parcel of land designated as Tax Parcel 14N27 066 G, lying and being in Land Lot 282 of the 14th Land District, 2nd Section, Cherokee County, Georgia, containing 4.59 acres, more or less, being Tract 4, shown in Deed Book 14488, Page 2051, described in Deed Book 14488, Page 2051, the description contained therein being incorporated herein by this reference, located on Lower Birmore Road. Years Due: 2023-2024 (271, 751, 389, 879)
tax-notice-entry: File #: 208 Map/Parcel Number: 15N06K 113 Defendant(s) in Fi/Fa: Nancy & Company LLC; 15N06K 113 / Lot 113 Townhome Phase 1 9039 Current Property Owner: Same as Defendant(s) in Fi/Fa Reference Deed: 13542/342 Property Description: All and only that parcel of land designated as Tax Parcel 15N06K 113, lying and being in Land Lot 1157 of the 15th Land District, 2nd Section, Cherokee County, Georgia, being Lot 113, Building 32, Townview Subdivision, Phase 1, shown in Plat Book 87, Page 71, described in Deed Book 13542, Page 342, the description contained therein being incorporated herein by this reference, known as 203 Dobbins Way. Years Due: 2023-2024 (532, 404, 650, 533)
class-number: 8077 (10, 40, 35, 52)
tax-notice-entry: File #: 167 Map/Parcel Number: 22N03D 087 Defendant(s) in Fi/Fa: Lake Arrowhead Properties LLC; 22N03D 087 / LOT LAS 1/2 Dist 22 Current Property Owner: Same as Defendant(s) in Fi/Fa Reference Deed: 8021/257 Property Description: All and only that parcel of land designated as Tax Parcel 22N03D 087, lying and being in Land Lot 129 of the 22nd Land District, 2nd Section, Cherokee County, Georgia, being Lot 87, Lake Arrowhead Subdivision, Phase I, Unit 1, shown in Plat Book 9, Page 79, described in Deed Book 8021, Page 257, the description contained therein being incorporated herein by this reference, known as 120 Lake Arrowhead Drive. Years Due: 2023-2024 (271, 1140, 389, 1268)
tax-notice-entry: File #: 228 Map/Parcel Number: 14N14A 064 (532, 1571, 650, 1586)
category-label: Tax Notice (728, 40, 780, 52)
tax-notice-entry: File #: 240 Map/Parcel Number: 03N21 024 Defendant(s) in Fi/Fa: Reeves, Ashlee Patterson; 03N21 024 / LL 622, 675; 3RD D Current Property Owner: Reeves, Ashlee Patterson; Patterson, Elizabeth Reference Deed: 11189/393 Property Description: All and only that parcel of land designated as Tax Parcel 03N21 024, lying and being in Land Lot 622 of the 3rd Land District, 2nd Section, Cherokee County, Georgia, containing 3.06 acres, more or less, described in Deed Book 9779, Page 393, the description contained therein being incorporated herein by this reference, known as 2049 Old Mill Road. Years Due: 2023-2024 (662, 1074, 780, 1195)
tax-notice-entry: File #: 159 Map/Parcel Number: 15N02A 040 Defendant(s) in Fi/Fa: Johnson, Eric Lee; 15N02A 040 / Lots 4 & 5 BL D Cher Hgts Current Property Owner: Same as Defendant(s) in Fi/Fa Reference Deed: 14624/203 Property Description: All and only that parcel of land designated as Tax Parcel 15N02A 040, lying and being in Land Lot 94 of the 15th Land District, 2nd Section, Cherokee County, Georgia, being Lots 4 & 5, Block D, Cherokee Heights Subdivision, shown in Plat Book 11, Page 71, described in Deed Book 14624, Page 2053, the description contained therein being incorporated herein by this reference, located on Alice Street. Years Due: 2023-2024 (271, 505, 389, 627)
notice-column (271, 40, 394, 1600)
tax-notice-entry: File #: 151 Map/Parcel Number: 14N16S 079 Defendant(s) in Fi/Fa: G. Torres; Patricia A; 14N16S 079 / LL 170 14th D Current Property Owner: Same as Defendant(s) in Fi/Fa Reference Deed: 14335/1593 Property Description: All and only that parcel of land designated as Tax Parcel 14N16S 079, lying and being in Land Lot 170 of the 14th Land District, 2nd Section, Cherokee County, Georgia, containing 1.93 acres, more or less, described in Deed Book 14335, Page 1593, the description contained therein being incorporated herein by this reference, known as 225 Pope Road. Years Due: 2023-2024 (271, 138, 389, 252)
tax-notice-entry: File #: 124 Map/Parcel Number: 14N13 177 Defendant(s) in Fi/Fa: Gaddis, Kenneth Wesley & 14N13 177 / LL 181 4th D Current Property Owner: Gaddis, Kenneth Wesley & Gaddis, Barbara Ann Reference Deed: 10081/43 Property Description: All and only that parcel of land designated as Tax Parcel 14N13 177, lying and being in Land Lot 181 of the 14th Land District, 2nd Section, Cherokee County, Georgia, containing 1.31 acres, more or less, described in Deed Book 10081, Page 43, the description contained therein being incorporated herein by this reference, known as 114 Two Rock Road. Years Due: 2023-2024 (140, 548, 258, 669)
tax-notice-entry: File #: 123 Map/Parcel Number: 15N18E 089 Defendant(s) in Fi/Fa: Freier, Dwain R (aka Freier, Dwain R); 15N18E 089 / LL 125 15th D Current Property Owner: Freier, Kallie Reference Deed: 14022/551 Property Description: All and only that parcel of land designated as Tax Parcel 15N18E 089, lying and being in Land Lot 125 of the 15th Land District, 2nd Section, Cherokee County, Georgia, containing 0.207 acre, more or less, described in Deed Book 1115, Page 551, the description contained therein being incorporated herein by this reference, known as 115 Pine Street. Years Due: 2023-2024 (140, 432, 258, 547)
category-label: Tax Notice (206, 40, 258, 52)
tax-notice-entry: Property Description: All and only that parcel of land designated as Tax Parcel 15N14D 014, lying and being in Land Lot 413 of the 15th Land District, 2nd Section, Cherokee County, Georgia, containing 75 acres, more or less, shown in Plat Book 23, Page 211, described in Deed Book 1612, Page 76, the description contained therein being incorporated herein by this reference, known as 64 Main Street. Years Due: 2023-2024 (271, 58, 389, 136)
tax-notice-entry: File #: 183 Map/Parcel Number: 15N08C 141 Defendant(s) in Fi/Fa: Lovely, David; 15N08C 141 / Lot 5, Overlook @ Lake Sovereign Current Property Owner: Same as Defendant(s) in Fi/Fa Reference Deed: 12003/125 Property Description: All and only that parcel of land designated as Tax Parcel 15N08C 141, lying and being in Land Lot 422 of the 15th Land District, 2nd Section, Cherokee County, Georgia, being Lot 5, The Overlook at Lake Sovereign Subdivision, shown in Plat Book 72, Page 18, described in Deed Book 12003, Page 125, the description contained therein being incorporated herein by this reference, located on Lake Overlook Drive. Years Due: 2023-2024 (401, 81, 519, 202)
column-heading (532, 40, 650, 55)
tax-notice-entry: File #: 203 Map/Parcel Number: 21N10 018 Defendant(s) in Fi/Fa: Moreno, Barbara D; 21N10 018 / LL 838 21st D Current Property Owner: Ennamorado (401, 1545, 519, 1574)
tax-notice-entry: File #: 160 Map/Parcel Number: 15N24P 103 S Defendant(s) in Fi/Fa: Johnson, Lamar Patrick; 15N24P 103 S / PT 14 15th D Current Property Owner: Same as Defendant(s) in Fi/Fa Reference Deed: 14433/218 Property Description: All and only that parcel of land designated as Tax Parcel 15N24P 103 S, lying and being in Land Lot 14 of the 15th Land District, 2nd Section, Cherokee County, Georgia, containing 19.23 acres, more or less (aka "The Northern Portion"), Cherokee Commercial Property described in Deed Book 14433, Page 218, the description contained therein being incorporated herein by this reference, located on Clarence Drive. Years Due: 2023-2024 (271, 628, 389, 749)
category-label: Tax Notice (76, 40, 128, 52)
classified-columns (10, 40, 784, 1600)
tax-notice-entry: File #: 196 Map/Parcel Number: 21N12A 095 Defendant(s) in Fi/Fa: McIntosh, William; 21N12A 095, Lot 11 Blk B Rosdon Est. Ph3 Ph4 Current Property Owner: Same as Defendant(s) in Fi/Fa Reference Deed: 14918/1137 Property Description: All and only that parcel of land designated as Tax Parcel 21N12A 095, lying and being in Land Lot 1158 of the 21st Land District, 2nd Section, Cherokee County, Georgia, being Lot 11, Block B, Rosdon Estates Subdivision, Phase 3, shown in Plat Book 4, Page 18, described in Deed Book 14918, Page 1137, the description contained therein being incorporated herein by this reference, known as 2415 Rosdon Drive. Years Due: 2023-2024 (401, 932, 519, 1060)
tax-notice-entry: File #: 110 Map/Parcel Number: 15N20A 133 Defendant(s) in Fi/Fa: Denton, Brittany; 15N20A 133 Lot 13 Morgan Park PB 72 PG 28 Current Property Owner: Same as Defendant(s) in Fi/Fa Reference Deed: 14852/426 Property Description: All and only that parcel of land designated as Tax Parcel 15N20A 133, lying and being in Land Lot 312 of the 15th Land District, 2nd Section, Cherokee County, Georgia, containing 0.29 acres, more or less, being Lot 13, Morgan Park fka Benbrooke Subdivision, shown in Plat Book 72, Page 28, described in Deed Book 14852, Page 426, the description contained therein being incorporated herein by this reference, known as 217 Mackenzie Court. Years Due: 2023-2024 (10, 1213, 128, 1341)
